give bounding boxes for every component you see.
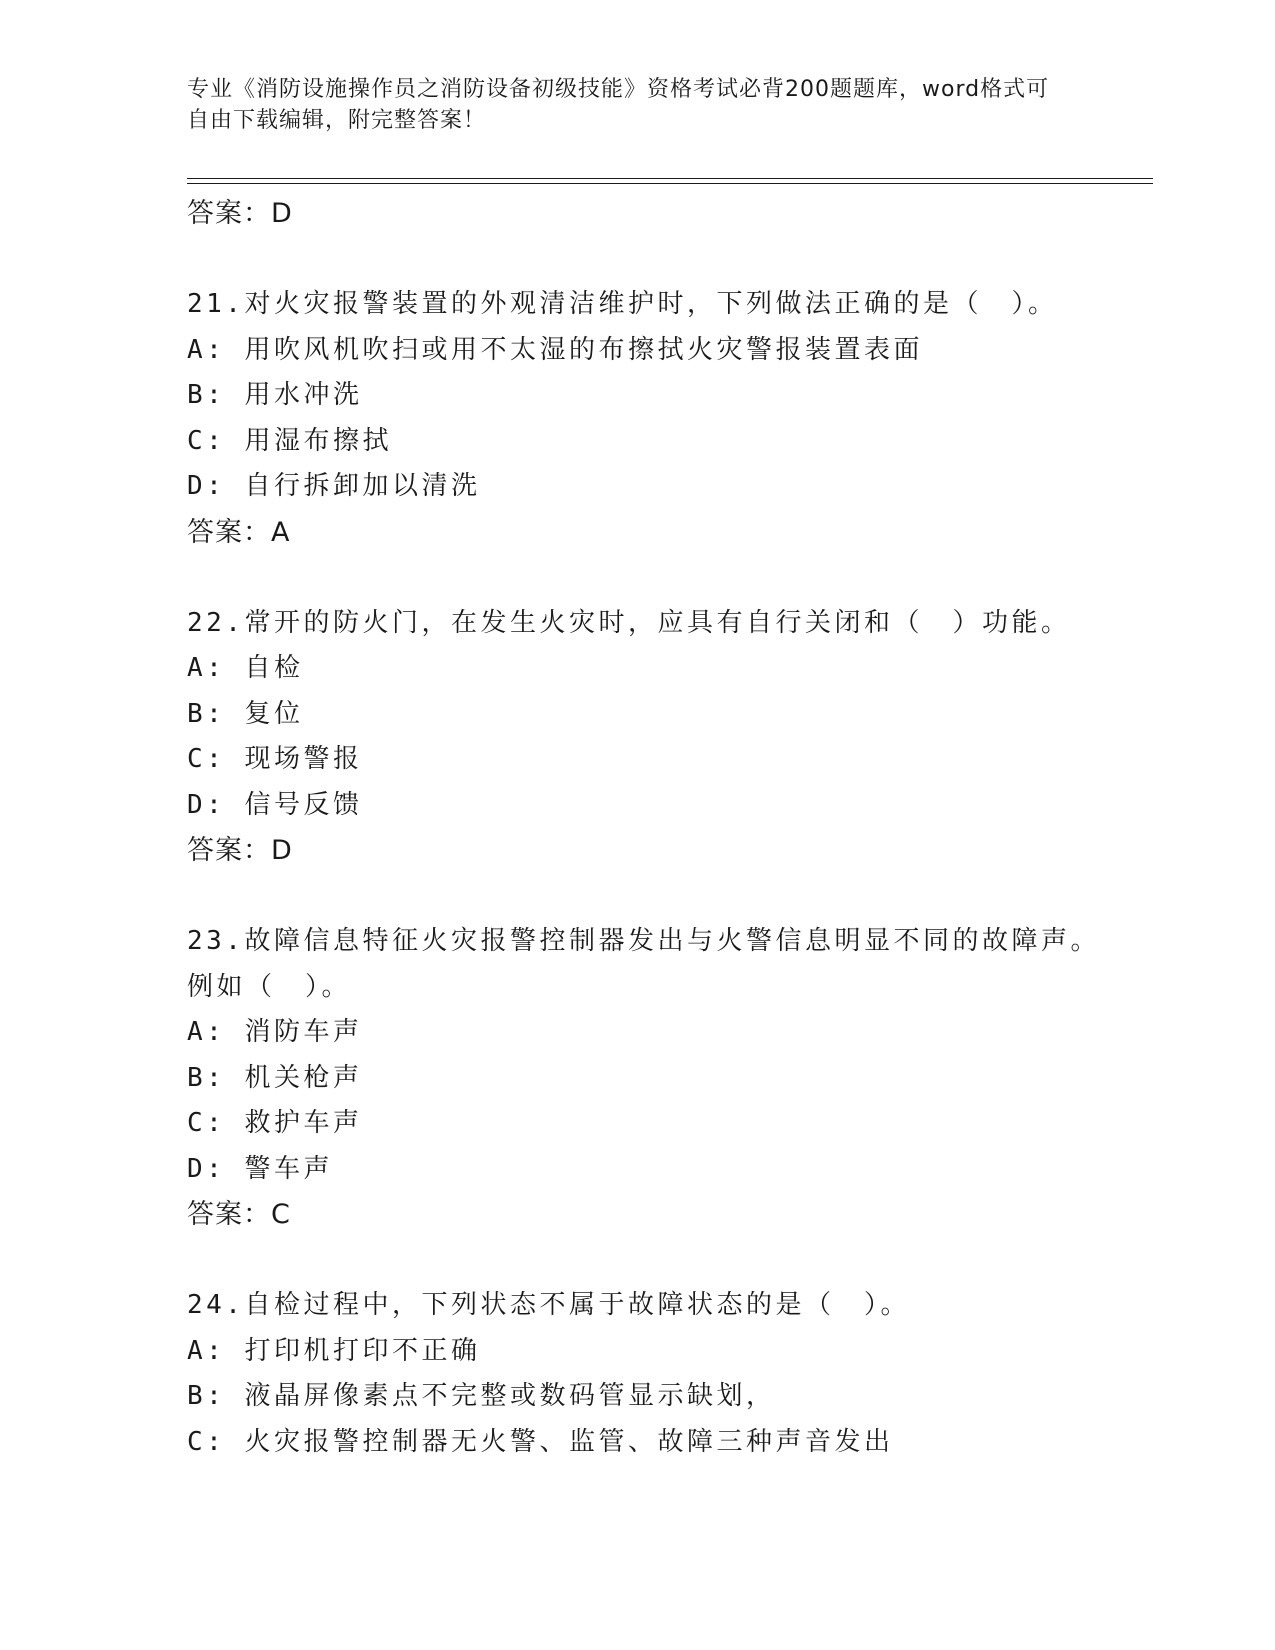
option-b: B: 复位	[187, 698, 304, 729]
document-header: 专业《消防设施操作员之消防设备初级技能》资格考试必背200题题库，word格式可自由下载编辑，附完整答案！	[187, 77, 1050, 133]
answer-label: 答案：D	[187, 198, 293, 229]
answer-label: 答案：A	[187, 516, 291, 548]
question-stem: 23.故障信息特征火灾报警控制器发出与火警信息明显不同的故障声。	[187, 926, 1100, 956]
option-a: A: 自检	[187, 653, 304, 683]
option-c: C: 现场警报	[187, 744, 363, 774]
option-c: C: 火灾报警控制器无火警、监管、故障三种声音发出	[187, 1426, 894, 1457]
option-c: C: 救护车声	[187, 1108, 363, 1138]
question-stem: 21.对火灾报警装置的外观清洁维护时，下列做法正确的是（ ）。	[187, 289, 1058, 319]
spacer	[187, 237, 1147, 283]
option-d: D: 警车声	[187, 1153, 333, 1184]
header-rule-top	[187, 178, 1153, 179]
option-b: B: 用水冲洗	[187, 380, 363, 410]
spacer	[187, 1238, 1147, 1284]
option-a: A: 消防车声	[187, 1017, 363, 1047]
option-b: B: 机关枪声	[187, 1062, 363, 1093]
header-rule-bottom	[187, 183, 1153, 184]
spacer	[187, 874, 1147, 920]
question-stem-continued: 例如（ ）。	[187, 971, 352, 1002]
answer-label: 答案：D	[187, 835, 293, 866]
option-a: A: 用吹风机吹扫或用不太湿的布擦拭火灾警报装置表面	[187, 334, 923, 365]
question-stem: 22.常开的防火门，在发生火灾时，应具有自行关闭和（ ）功能。	[187, 607, 1071, 638]
question-23	[187, 919, 1147, 1238]
option-b: B: 液晶屏像素点不完整或数码管显示缺划，	[187, 1381, 776, 1411]
spacer	[187, 555, 1147, 601]
option-a: A: 打印机打印不正确	[187, 1335, 481, 1366]
question-21	[187, 282, 1147, 555]
question-22	[187, 601, 1147, 874]
question-24	[187, 1283, 1147, 1465]
question-stem: 24.自检过程中，下列状态不属于故障状态的是（ ）。	[187, 1290, 910, 1320]
answer-label: 答案：C	[187, 1199, 291, 1230]
question-list	[187, 191, 1147, 1465]
option-d: D: 信号反馈	[187, 789, 363, 820]
option-c: C: 用湿布擦拭	[187, 425, 392, 456]
option-d: D: 自行拆卸加以清洗	[187, 471, 481, 501]
